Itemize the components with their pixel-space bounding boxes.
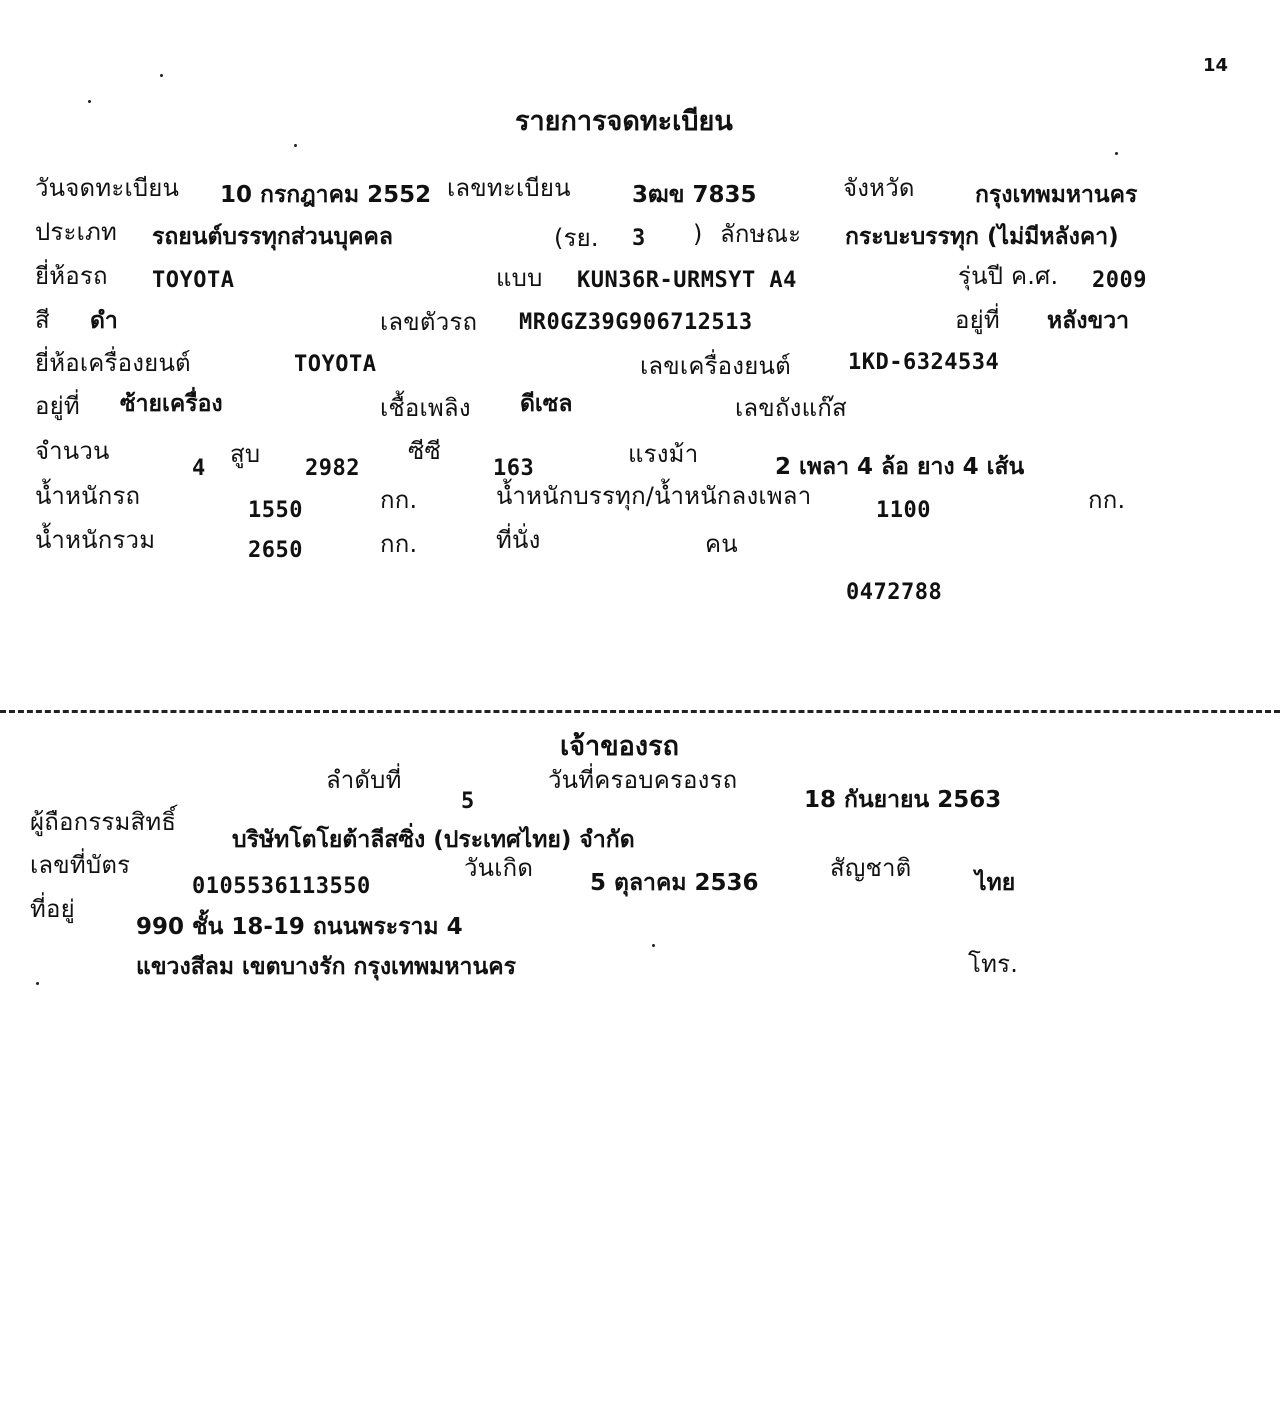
seats-label: ที่นั่ง	[496, 526, 541, 554]
possession-date-value: 18 กันยายน 2563	[804, 787, 1002, 813]
model-label: แบบ	[496, 264, 543, 292]
birth-label: วันเกิด	[464, 854, 534, 882]
cylinders-unit: สูบ	[230, 440, 261, 468]
engine-location-label: อยู่ที่	[35, 392, 80, 420]
scan-speck	[160, 74, 163, 77]
nationality-label: สัญชาติ	[830, 854, 912, 882]
chassis-value: MR0GZ39G906712513	[519, 310, 753, 335]
weight-unit: กก.	[380, 486, 418, 514]
page-number: 14	[1203, 55, 1229, 76]
style-label: ลักษณะ	[720, 220, 802, 248]
color-label: สี	[35, 306, 50, 334]
possession-date-label: วันที่ครอบครองรถ	[548, 766, 738, 794]
owner-seq-value: 5	[461, 789, 475, 814]
scan-speck	[652, 944, 655, 947]
address-label: ที่อยู่	[30, 895, 75, 923]
registration-title: รายการจดทะเบียน	[515, 106, 733, 137]
engine-no-label: เลขเครื่องยนต์	[640, 352, 791, 380]
weight-value: 1550	[248, 498, 303, 523]
type-value: รถยนต์บรรทุกส่วนบุคคล	[152, 224, 393, 250]
province-label: จังหวัด	[843, 174, 915, 202]
cylinders-label: จำนวน	[35, 437, 110, 465]
weight-label: น้ำหนักรถ	[35, 482, 141, 510]
cc-unit: ซีซี	[408, 437, 441, 465]
type-label: ประเภท	[35, 218, 118, 246]
plate-value: 3ฒข 7835	[632, 182, 757, 208]
fuel-value: ดีเซล	[520, 391, 573, 417]
hp-value: 163	[493, 456, 535, 481]
model-value: KUN36R-URMSYT A4	[577, 268, 797, 293]
address-line-2: แขวงสีลม เขตบางรัก กรุงเทพมหานคร	[136, 954, 516, 980]
fuel-label: เชื้อเพลิง	[380, 394, 471, 422]
plate-label: เลขทะเบียน	[447, 174, 571, 202]
style-value: กระบะบรรทุก (ไม่มีหลังคา)	[845, 224, 1119, 250]
type-code-open: (รย.	[554, 224, 599, 252]
load-unit: กก.	[1088, 486, 1126, 514]
owner-seq-label: ลำดับที่	[326, 766, 402, 794]
cylinders-value: 4	[192, 456, 206, 481]
nationality-value: ไทย	[975, 870, 1016, 896]
reg-date-label: วันจดทะเบียน	[35, 174, 180, 202]
scan-speck	[88, 100, 91, 103]
phone-label: โทร.	[968, 950, 1019, 978]
scan-speck	[36, 982, 39, 985]
chassis-label: เลขตัวรถ	[380, 308, 478, 336]
engine-brand-label: ยี่ห้อเครื่องยนต์	[35, 349, 191, 377]
brand-label: ยี่ห้อรถ	[35, 262, 108, 290]
holder-label: ผู้ถือกรรมสิทธิ์	[30, 808, 177, 836]
province-value: กรุงเทพมหานคร	[975, 182, 1138, 208]
year-value: 2009	[1092, 268, 1147, 293]
total-weight-value: 2650	[248, 538, 303, 563]
type-code: 3	[632, 226, 646, 251]
brand-value: TOYOTA	[152, 268, 235, 293]
scan-speck	[294, 144, 297, 147]
id-card-value: 0105536113550	[192, 874, 371, 899]
engine-location-value: ซ้ายเครื่อง	[120, 391, 223, 417]
cc-value: 2982	[305, 456, 360, 481]
engine-brand-value: TOYOTA	[294, 352, 377, 377]
color-value: ดำ	[90, 308, 118, 334]
owner-title: เจ้าของรถ	[560, 731, 679, 762]
year-label: รุ่นปี ค.ศ.	[958, 262, 1059, 290]
birth-value: 5 ตุลาคม 2536	[590, 870, 759, 896]
engine-no-value: 1KD-6324534	[848, 350, 1000, 375]
type-code-close: )	[693, 220, 703, 248]
address-line-1: 990 ชั้น 18-19 ถนนพระราม 4	[136, 914, 463, 940]
holder-value: บริษัทโตโยต้าลีสซิ่ง (ประเทศไทย) จำกัด	[232, 827, 635, 853]
chassis-location-value: หลังขวา	[1047, 308, 1130, 334]
hp-label: แรงม้า	[628, 440, 699, 468]
total-weight-unit: กก.	[380, 530, 418, 558]
axles-value: 2 เพลา 4 ล้อ ยาง 4 เส้น	[775, 454, 1025, 480]
total-weight-label: น้ำหนักรวม	[35, 526, 156, 554]
id-card-label: เลขที่บัตร	[30, 851, 131, 879]
seats-unit: คน	[705, 530, 738, 558]
reg-date-value: 10 กรกฎาคม 2552	[220, 182, 432, 208]
gas-tank-label: เลขถังแก๊ส	[735, 394, 847, 422]
scan-speck	[1115, 152, 1118, 155]
load-value: 1100	[876, 498, 931, 523]
chassis-location-label: อยู่ที่	[955, 306, 1000, 334]
section-divider	[0, 710, 1280, 713]
document-number: 0472788	[846, 580, 943, 605]
load-label: น้ำหนักบรรทุก/น้ำหนักลงเพลา	[496, 482, 812, 510]
